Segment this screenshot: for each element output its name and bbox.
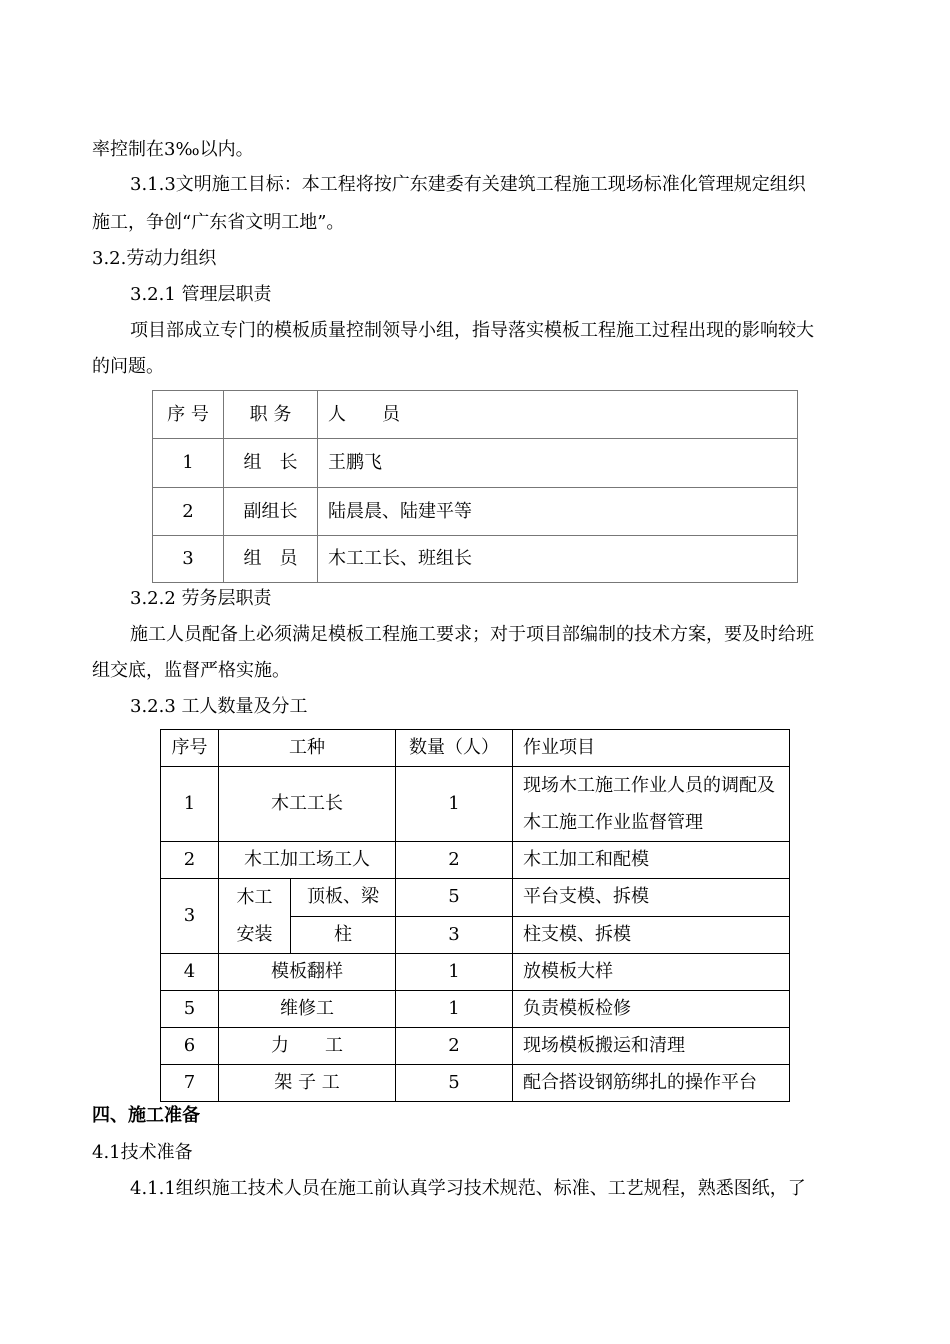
chapter-heading: 四、施工准备 xyxy=(92,1105,200,1126)
paragraph-line: 4.1.1组织施工技术人员在施工前认真学习技术规范、标准、工艺规程，熟悉图纸，了 xyxy=(130,1178,806,1199)
table-cell: 7 xyxy=(161,1065,219,1102)
table-cell: 现场木工施工作业人员的调配及木工施工作业监督管理 xyxy=(513,767,790,842)
paragraph-line: 3.1.3文明施工目标：本工程将按广东建委有关建筑工程施工现场标准化管理规定组织 xyxy=(130,174,806,195)
subsection-heading: 3.2.3 工人数量及分工 xyxy=(130,696,308,717)
paragraph-line: 率控制在3‰以内。 xyxy=(92,139,254,160)
table-cell: 架 子 工 xyxy=(219,1065,396,1102)
table-cell: 1 xyxy=(153,439,224,488)
table-cell: 木工加工和配模 xyxy=(513,842,790,879)
table-header: 数量（人） xyxy=(396,730,513,767)
table-cell: 柱支模、拆模 xyxy=(513,916,790,954)
table-cell: 陆晨晨、陆建平等 xyxy=(318,488,798,536)
subsection-heading: 3.2.2 劳务层职责 xyxy=(130,588,272,609)
section-heading: 4.1技术准备 xyxy=(92,1142,193,1163)
table-cell: 放模板大样 xyxy=(513,954,790,991)
table-cell: 木工工长 xyxy=(219,767,396,842)
table-cell: 木工加工场工人 xyxy=(219,842,396,879)
table-cell: 3 xyxy=(153,536,224,583)
section-heading: 3.2.劳动力组织 xyxy=(92,248,217,269)
table-cell: 顶板、梁 xyxy=(291,879,396,917)
table-header: 工种 xyxy=(219,730,396,767)
table-cell: 2 xyxy=(396,842,513,879)
table-cell: 木工工长、班组长 xyxy=(318,536,798,583)
table-cell: 2 xyxy=(161,842,219,879)
table-cell: 1 xyxy=(396,767,513,842)
table-cell: 2 xyxy=(396,1028,513,1065)
table-cell: 王鹏飞 xyxy=(318,439,798,488)
workers-table xyxy=(160,729,790,1102)
table-header: 序号 xyxy=(161,730,219,767)
management-table xyxy=(152,390,798,583)
table-cell: 2 xyxy=(153,488,224,536)
table-cell: 5 xyxy=(161,991,219,1028)
table-cell: 3 xyxy=(161,879,219,954)
paragraph-line: 组交底，监督严格实施。 xyxy=(92,660,290,681)
paragraph-line: 施工，争创“广东省文明工地”。 xyxy=(92,212,345,233)
table-header: 序 号 xyxy=(153,391,224,439)
table-cell: 木工安装 xyxy=(219,879,291,954)
table-cell: 维修工 xyxy=(219,991,396,1028)
table-cell: 组 长 xyxy=(224,439,318,488)
table-cell: 3 xyxy=(396,916,513,954)
table-cell: 5 xyxy=(396,1065,513,1102)
table-cell: 柱 xyxy=(291,916,396,954)
subsection-heading: 3.2.1 管理层职责 xyxy=(130,284,272,305)
table-cell: 负责模板检修 xyxy=(513,991,790,1028)
paragraph-line: 项目部成立专门的模板质量控制领导小组，指导落实模板工程施工过程出现的影响较大 xyxy=(130,320,814,341)
paragraph-line: 施工人员配备上必须满足模板工程施工要求；对于项目部编制的技术方案，要及时给班 xyxy=(130,624,814,645)
table-cell: 4 xyxy=(161,954,219,991)
table-cell: 1 xyxy=(161,767,219,842)
table-header: 作业项目 xyxy=(513,730,790,767)
paragraph-line: 的问题。 xyxy=(92,356,164,377)
table-cell: 现场模板搬运和清理 xyxy=(513,1028,790,1065)
table-cell: 副组长 xyxy=(224,488,318,536)
table-cell: 力 工 xyxy=(219,1028,396,1065)
table-header: 职 务 xyxy=(224,391,318,439)
table-cell: 1 xyxy=(396,991,513,1028)
table-cell: 模板翻样 xyxy=(219,954,396,991)
table-cell: 6 xyxy=(161,1028,219,1065)
table-cell: 配合搭设钢筋绑扎的操作平台 xyxy=(513,1065,790,1102)
table-cell: 5 xyxy=(396,879,513,917)
table-cell: 组 员 xyxy=(224,536,318,583)
table-header: 人 员 xyxy=(318,391,798,439)
table-cell: 平台支模、拆模 xyxy=(513,879,790,917)
table-cell: 1 xyxy=(396,954,513,991)
